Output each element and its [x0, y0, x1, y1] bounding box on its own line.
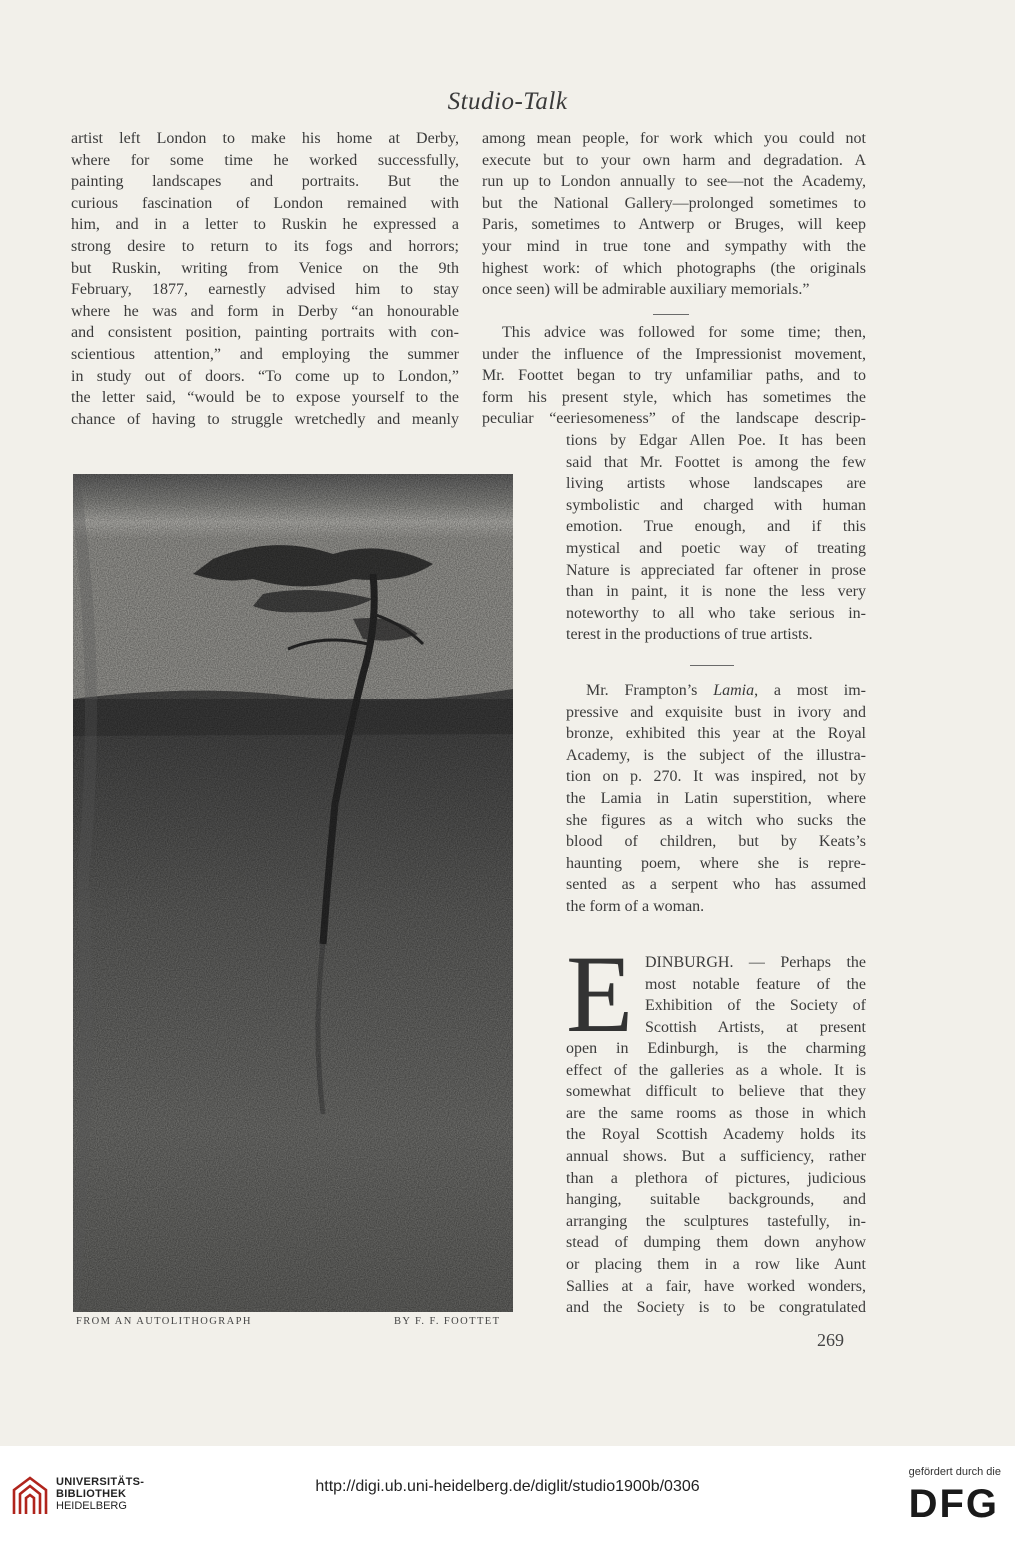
text-line: Nature is appreciated far oftener in prose	[566, 561, 866, 579]
text-line: him, and in a letter to Ruskin he expressed a	[71, 216, 459, 234]
left-column-text	[71, 128, 459, 430]
text-line: Academy, is the subject of the illustra-	[566, 746, 866, 764]
text-line: somewhat difficult to believe that they	[566, 1083, 866, 1101]
library-line-2: BIBLIOTHEK	[56, 1488, 127, 1500]
landscape-tree-image	[73, 474, 513, 1312]
text-line: once seen) will be admirable auxiliary memorials.”	[482, 281, 810, 299]
text-line: tions by Edgar Allen Poe. It has been	[566, 432, 866, 449]
text-line: living artists whose landscapes are	[566, 475, 866, 493]
text-line: Paris, sometimes to Antwerp or Bruges, will keep	[482, 216, 866, 234]
text-line: your mind in true tone and sympathy with the	[482, 237, 866, 255]
text-line: Exhibition of the Society of	[645, 997, 866, 1015]
text-line: she figures as a witch who sucks the	[566, 811, 866, 829]
text-line: the form of a woman.	[566, 897, 705, 915]
text-line: noteworthy to all who take serious in-	[566, 604, 866, 622]
text-line: emotion. True enough, and if this	[566, 518, 866, 536]
text-line: peculiar “eeriesomeness” of the landscape descrip-	[482, 410, 866, 428]
text-line: February, 1877, earnestly advised him to stay	[71, 281, 459, 299]
digital-library-footer	[0, 1446, 1015, 1544]
permalink-url[interactable]: http://digi.ub.uni-heidelberg.de/diglit/studio1900b/0306	[315, 1478, 700, 1495]
drop-cap: E	[566, 933, 634, 1055]
text-line: where he was and form in Derby “an honourable	[71, 302, 459, 320]
text-line: but Ruskin, writing from Venice on the 9th	[71, 259, 459, 277]
page-number: 269	[817, 1330, 844, 1350]
text-line: open in Edinburgh, is the charming	[566, 1040, 866, 1057]
text-line: stead of dumping them down anyhow	[566, 1234, 866, 1252]
text-line: the letter said, “would be to expose yourself to the	[71, 389, 459, 407]
autolithograph-illustration	[73, 474, 513, 1312]
text-line: tion on p. 270. It was inspired, not by	[566, 768, 866, 786]
text-line: highest work: of which photographs (the originals	[482, 259, 866, 277]
text-line: form his present style, which has sometimes the	[482, 388, 866, 406]
funding-label: gefördert durch die	[908, 1466, 1001, 1478]
text-line: strong desire to return to its fogs and horrors;	[71, 237, 459, 255]
text-line: than in paint, it is none the less very	[566, 583, 866, 601]
right-column-text-2-wide	[482, 322, 866, 430]
section-divider-1	[653, 314, 689, 315]
edinburgh-text	[566, 1038, 866, 1319]
text-line: and consistent position, painting portraits with con-	[71, 324, 459, 342]
text-line: haunting poem, where she is repre-	[566, 854, 866, 872]
text-line: terest in the productions of true artists.	[566, 626, 813, 644]
library-line-3: HEIDELBERG	[56, 1500, 127, 1512]
text-line: execute but to your own harm and degradation. A	[482, 151, 866, 169]
text-line: symbolistic and charged with human	[566, 496, 866, 514]
text-line: Mr. Frampton’s Lamia, a most im-	[586, 682, 866, 699]
text-line: effect of the galleries as a whole. It is	[566, 1061, 866, 1079]
text-line: artist left London to make his home at Derby,	[71, 130, 459, 147]
text-line: pressive and exquisite bust in ivory and	[566, 703, 866, 721]
caption-left: FROM AN AUTOLITHOGRAPH	[76, 1316, 252, 1327]
text-line: bronze, exhibited this year at the Royal	[566, 725, 866, 743]
text-line: scientious attention,” and employing the summer	[71, 345, 459, 363]
text-line: blood of children, but by Keats’s	[566, 833, 866, 851]
running-header: Studio-Talk	[447, 88, 568, 115]
text-line: curious fascination of London remained with	[71, 194, 459, 212]
text-line: in study out of doors. “To come up to London,”	[71, 367, 459, 385]
right-column-text-1	[482, 128, 866, 301]
section-divider-2	[690, 665, 734, 666]
text-line: among mean people, for work which you could not	[482, 130, 866, 147]
text-line: but the National Gallery—prolonged sometimes to	[482, 194, 866, 212]
caption-right: BY F. F. FOOTTET	[394, 1316, 501, 1327]
text-line: Scottish Artists, at present	[645, 1018, 866, 1036]
text-line: sented as a serpent who has assumed	[566, 876, 866, 894]
dfg-logo: DFG	[908, 1482, 999, 1526]
edinburgh-indented-text	[645, 952, 866, 1038]
text-line: Mr. Foottet began to try unfamiliar paths, and to	[482, 367, 866, 385]
text-line: and the Society is to be congratulated	[566, 1299, 866, 1317]
text-line: where for some time he worked successfully,	[71, 151, 459, 169]
right-column-text-3	[566, 680, 866, 918]
text-line: are the same rooms as those in which	[566, 1104, 866, 1122]
text-line: hanging, suitable backgrounds, and	[566, 1191, 866, 1209]
text-line: than a plethora of pictures, judicious	[566, 1169, 866, 1187]
text-line: or placing them in a row like Aunt	[566, 1255, 866, 1273]
text-line: under the influence of the Impressionist movement,	[482, 345, 866, 363]
text-line: the Royal Scottish Academy holds its	[566, 1126, 866, 1144]
text-line: mystical and poetic way of treating	[566, 539, 866, 557]
text-line: Sallies at a fair, have worked wonders,	[566, 1277, 866, 1295]
text-line: DINBURGH. — Perhaps the	[645, 954, 866, 971]
text-line: chance of having to struggle wretchedly and meanly	[71, 410, 459, 428]
text-line: most notable feature of the	[645, 975, 866, 993]
text-line: arranging the sculptures tastefully, in-	[566, 1212, 866, 1230]
text-line: painting landscapes and portraits. But the	[71, 173, 459, 191]
text-line: annual shows. But a sufficiency, rather	[566, 1147, 866, 1165]
text-line: run up to London annually to see—not the Academy,	[482, 173, 866, 191]
text-line: said that Mr. Foottet is among the few	[566, 453, 866, 471]
text-line: the Lamia in Latin superstition, where	[566, 789, 866, 807]
library-line-1: UNIVERSITÄTS-	[56, 1476, 145, 1488]
text-line: This advice was followed for some time; then,	[502, 324, 866, 341]
right-column-text-2-narrow	[566, 430, 866, 646]
